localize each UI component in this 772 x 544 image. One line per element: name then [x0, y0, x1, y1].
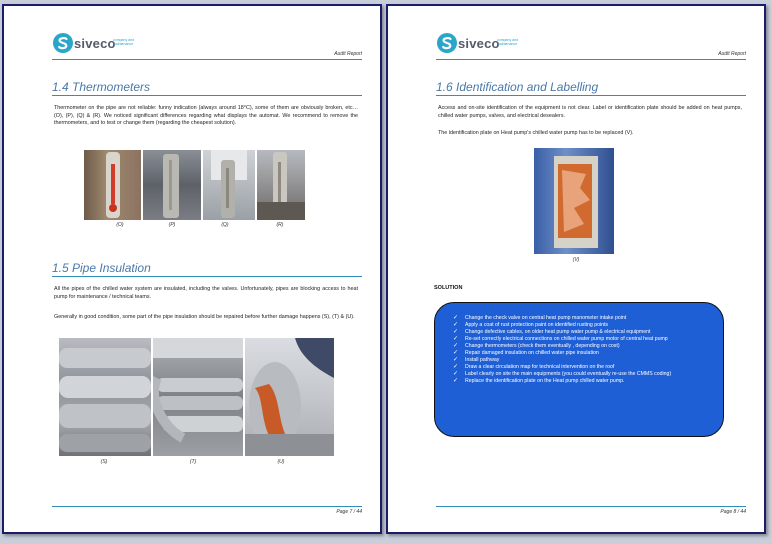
page-number: Page 7 / 44 — [336, 509, 362, 515]
thermometer-photo-r — [257, 150, 305, 220]
thermometer-photo-icon — [257, 150, 305, 220]
check-icon: ✓ — [453, 371, 459, 377]
page-number: Page 8 / 44 — [720, 509, 746, 515]
thermometer-photo-o — [84, 150, 141, 220]
check-icon: ✓ — [453, 357, 459, 363]
thermometer-photo-icon — [203, 150, 255, 220]
photo-caption-q: (Q) — [221, 222, 229, 228]
section-paragraph: Access and on-site identification of the equipment is not clear. Label or identification plate should be added on heat pumps, chilled water pumps, valves, and electrical desealers. — [438, 105, 742, 119]
section-title-pipe-insulation: 1.5 Pipe Insulation — [52, 262, 362, 277]
check-icon: ✓ — [453, 364, 459, 370]
pipe-insulation-photo-icon — [59, 338, 151, 456]
check-icon: ✓ — [453, 350, 459, 356]
pipe-insulation-photo-icon — [153, 338, 243, 456]
solution-item: ✓ Re-set correctly electrical connections on chilled water pump motor of central heat pump — [453, 336, 668, 342]
photo-caption-o: (O) — [116, 222, 124, 228]
photo-caption-u: (U) — [277, 459, 285, 465]
photo-caption-v: (V) — [572, 257, 580, 263]
header-divider — [436, 59, 746, 60]
solution-item: ✓ Install pathway — [453, 357, 500, 363]
footer-divider — [436, 506, 746, 507]
header-label: Audit Report — [334, 51, 362, 57]
solution-item: ✓ Change the check valve on central heat pump manometer intake point — [453, 315, 627, 321]
solution-item: ✓ Repair damaged insulation on chilled water pipe insulation — [453, 350, 599, 356]
thermometer-photo-p — [143, 150, 201, 220]
header-label: Audit Report — [718, 51, 746, 57]
check-icon: ✓ — [453, 315, 459, 321]
siveco-logo — [436, 32, 526, 56]
check-icon: ✓ — [453, 322, 459, 328]
brand-name: siveco — [74, 36, 116, 51]
photo-caption-p: (P) — [168, 222, 176, 228]
solution-box — [434, 302, 724, 437]
pipe-insulation-photo-icon — [245, 338, 334, 456]
photo-caption-s: (S) — [100, 459, 108, 465]
siveco-logo — [52, 32, 142, 56]
check-icon: ✓ — [453, 343, 459, 349]
pipe-insulation-photo-s — [59, 338, 151, 456]
document-page-7 — [2, 4, 382, 534]
solution-item: ✓ Apply a coat of rust protection paint on identified rusting points — [453, 322, 609, 328]
solution-item: ✓ Replace the identification plate on the Heat pump chilled water pump. — [453, 378, 625, 384]
solution-label: SOLUTION — [434, 285, 463, 291]
header-divider — [52, 59, 362, 60]
check-icon: ✓ — [453, 329, 459, 335]
check-icon: ✓ — [453, 336, 459, 342]
thermometer-photo-icon — [84, 150, 141, 220]
section-title-identification-labelling: 1.6 Identification and Labelling — [436, 81, 746, 96]
section-paragraph: Thermometer on the pipe are not reliable: funny indication (always around 18°C), some of them are obviously broken, etc… (O), (P), (Q) & (R). We noticed significant differences regarding what displays the automat. We recommend to remove the thermometers, and to test or change them (regarding the cheapest solution). — [54, 105, 358, 127]
photo-caption-t: (T) — [189, 459, 197, 465]
section-paragraph: Generally in good condition, some part of the pipe insulation should be repaired before further damage happens (S), (T) & (U). — [54, 314, 355, 320]
thermometer-photo-q — [203, 150, 255, 220]
brand-tagline: company and maintenance — [497, 38, 519, 46]
brand-name: siveco — [458, 36, 500, 51]
document-page-8 — [386, 4, 766, 534]
identification-plate-photo-v — [534, 148, 614, 254]
section-title-thermometers: 1.4 Thermometers — [52, 81, 362, 96]
footer-divider — [52, 506, 362, 507]
solution-item: ✓ Label clearly on site the main equipments (you could eventually re-use the CMMS coding) — [453, 371, 672, 377]
section-paragraph: All the pipes of the chilled water system are insulated, including the valves. Unfortunately, pipes are blocking access to heat pump for maintenance / technical teams. — [54, 286, 358, 300]
check-icon: ✓ — [453, 378, 459, 384]
solution-list — [453, 315, 709, 385]
section-paragraph: The identification plate on Heat pump's chilled water pump has to be replaced (V). — [438, 130, 634, 136]
solution-item: ✓ Change thermometers (check them eventually , depending on cost) — [453, 343, 620, 349]
siveco-logo-icon — [436, 32, 458, 54]
solution-item: ✓ Change defective cables, on older heat pump water pump & electrical equipment — [453, 329, 651, 335]
brand-tagline: company and maintenance — [113, 38, 135, 46]
pipe-insulation-photo-u — [245, 338, 334, 456]
identification-plate-photo-icon — [534, 148, 614, 254]
photo-caption-r: (R) — [276, 222, 284, 228]
thermometer-photo-icon — [143, 150, 201, 220]
solution-item: ✓ Draw a clear circulation map for technical intervention on the roof — [453, 364, 615, 370]
siveco-logo-icon — [52, 32, 74, 54]
pipe-insulation-photo-t — [153, 338, 243, 456]
